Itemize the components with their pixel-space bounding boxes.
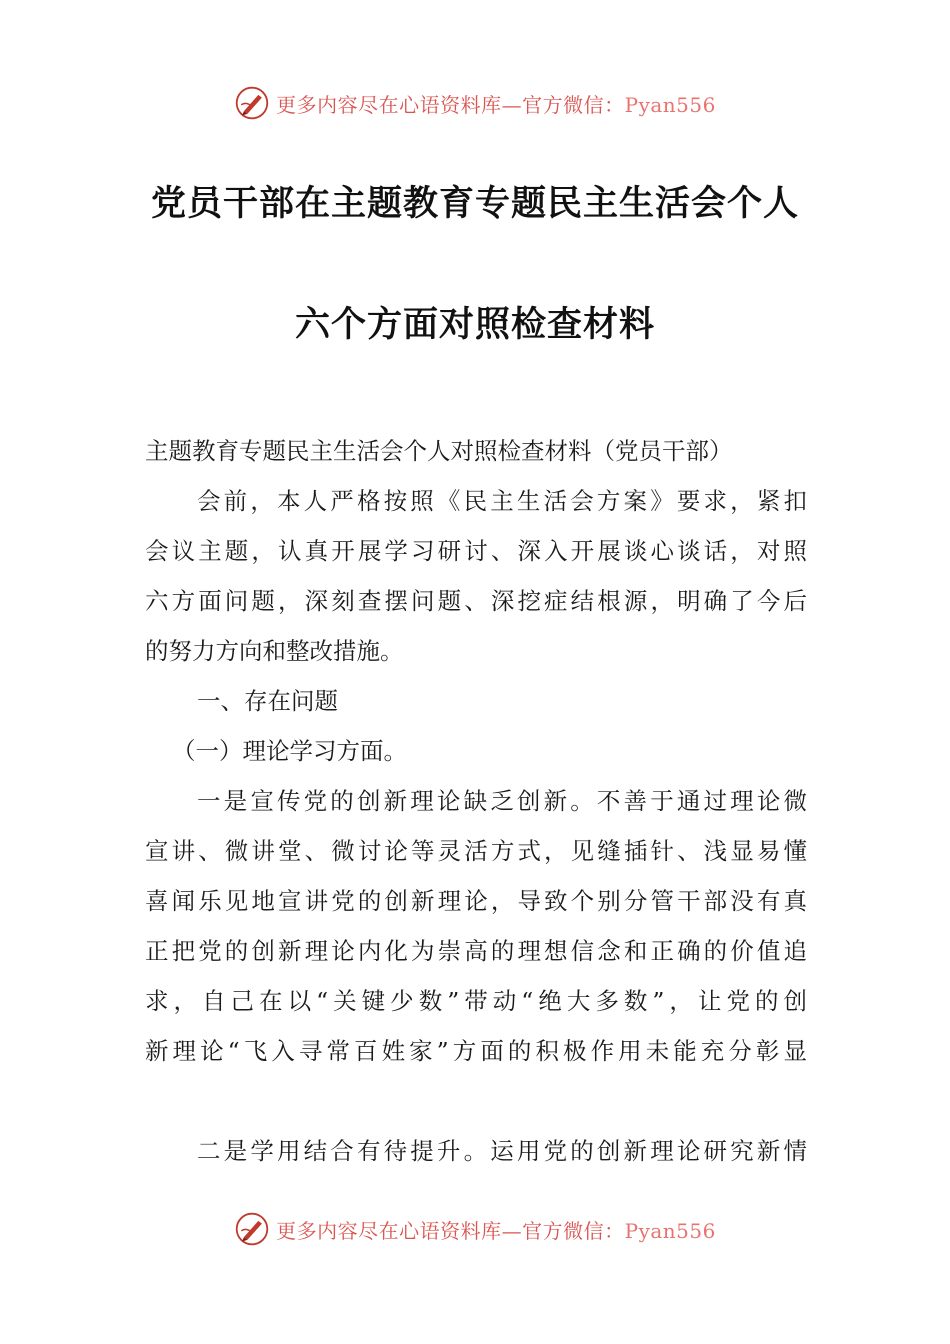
paragraph-line: 六方面问题，深刻查摆问题、深挖症结根源，明确了今后 (145, 587, 807, 615)
footer-banner (0, 1204, 950, 1254)
paragraph-line: 会议主题，认真开展学习研讨、深入开展谈心谈话，对照 (145, 537, 807, 565)
section-heading: 一、存在问题 (197, 687, 338, 715)
paragraph-line: 会前，本人严格按照《民主生活会方案》要求，紧扣 (197, 487, 807, 515)
banner-text: 更多内容尽在心语资料库—官方微信：Pyan556 (276, 1218, 716, 1243)
paragraph-line: 正把党的创新理论内化为崇高的理想信念和正确的价值追 (145, 937, 807, 965)
subsection-heading: （一）理论学习方面。 (172, 737, 407, 765)
document-title-line-1: 党员干部在主题教育专题民主生活会个人 (150, 184, 799, 224)
banner-brand: Pyan556 (624, 1218, 716, 1243)
paragraph-line: 一是宣传党的创新理论缺乏创新。不善于通过理论微 (197, 787, 807, 815)
paragraph-line: 的努力方向和整改措施。 (145, 637, 404, 665)
subtitle: 主题教育专题民主生活会个人对照检查材料（党员干部） (145, 437, 733, 465)
header-banner (0, 78, 950, 128)
paragraph-line: 喜闻乐见地宣讲党的创新理论，导致个别分管干部没有真 (145, 887, 807, 915)
pen-logo-icon (234, 1211, 270, 1247)
paragraph-line: 二是学用结合有待提升。运用党的创新理论研究新情 (197, 1137, 807, 1165)
paragraph-line: 求，自己在以“关键少数”带动“绝大多数”，让党的创 (145, 987, 807, 1015)
blank-line (145, 1076, 807, 1126)
banner-brand: Pyan556 (624, 92, 716, 117)
banner-text: 更多内容尽在心语资料库—官方微信：Pyan556 (276, 92, 716, 117)
paragraph-line: 宣讲、微讲堂、微讨论等灵活方式，见缝插针、浅显易懂 (145, 837, 807, 865)
document-title-line-2: 六个方面对照检查材料 (294, 305, 655, 345)
pen-logo-icon (234, 85, 270, 121)
document-body (145, 426, 807, 1176)
paragraph-line: 新理论“飞入寻常百姓家”方面的积极作用未能充分彰显 (145, 1037, 807, 1065)
